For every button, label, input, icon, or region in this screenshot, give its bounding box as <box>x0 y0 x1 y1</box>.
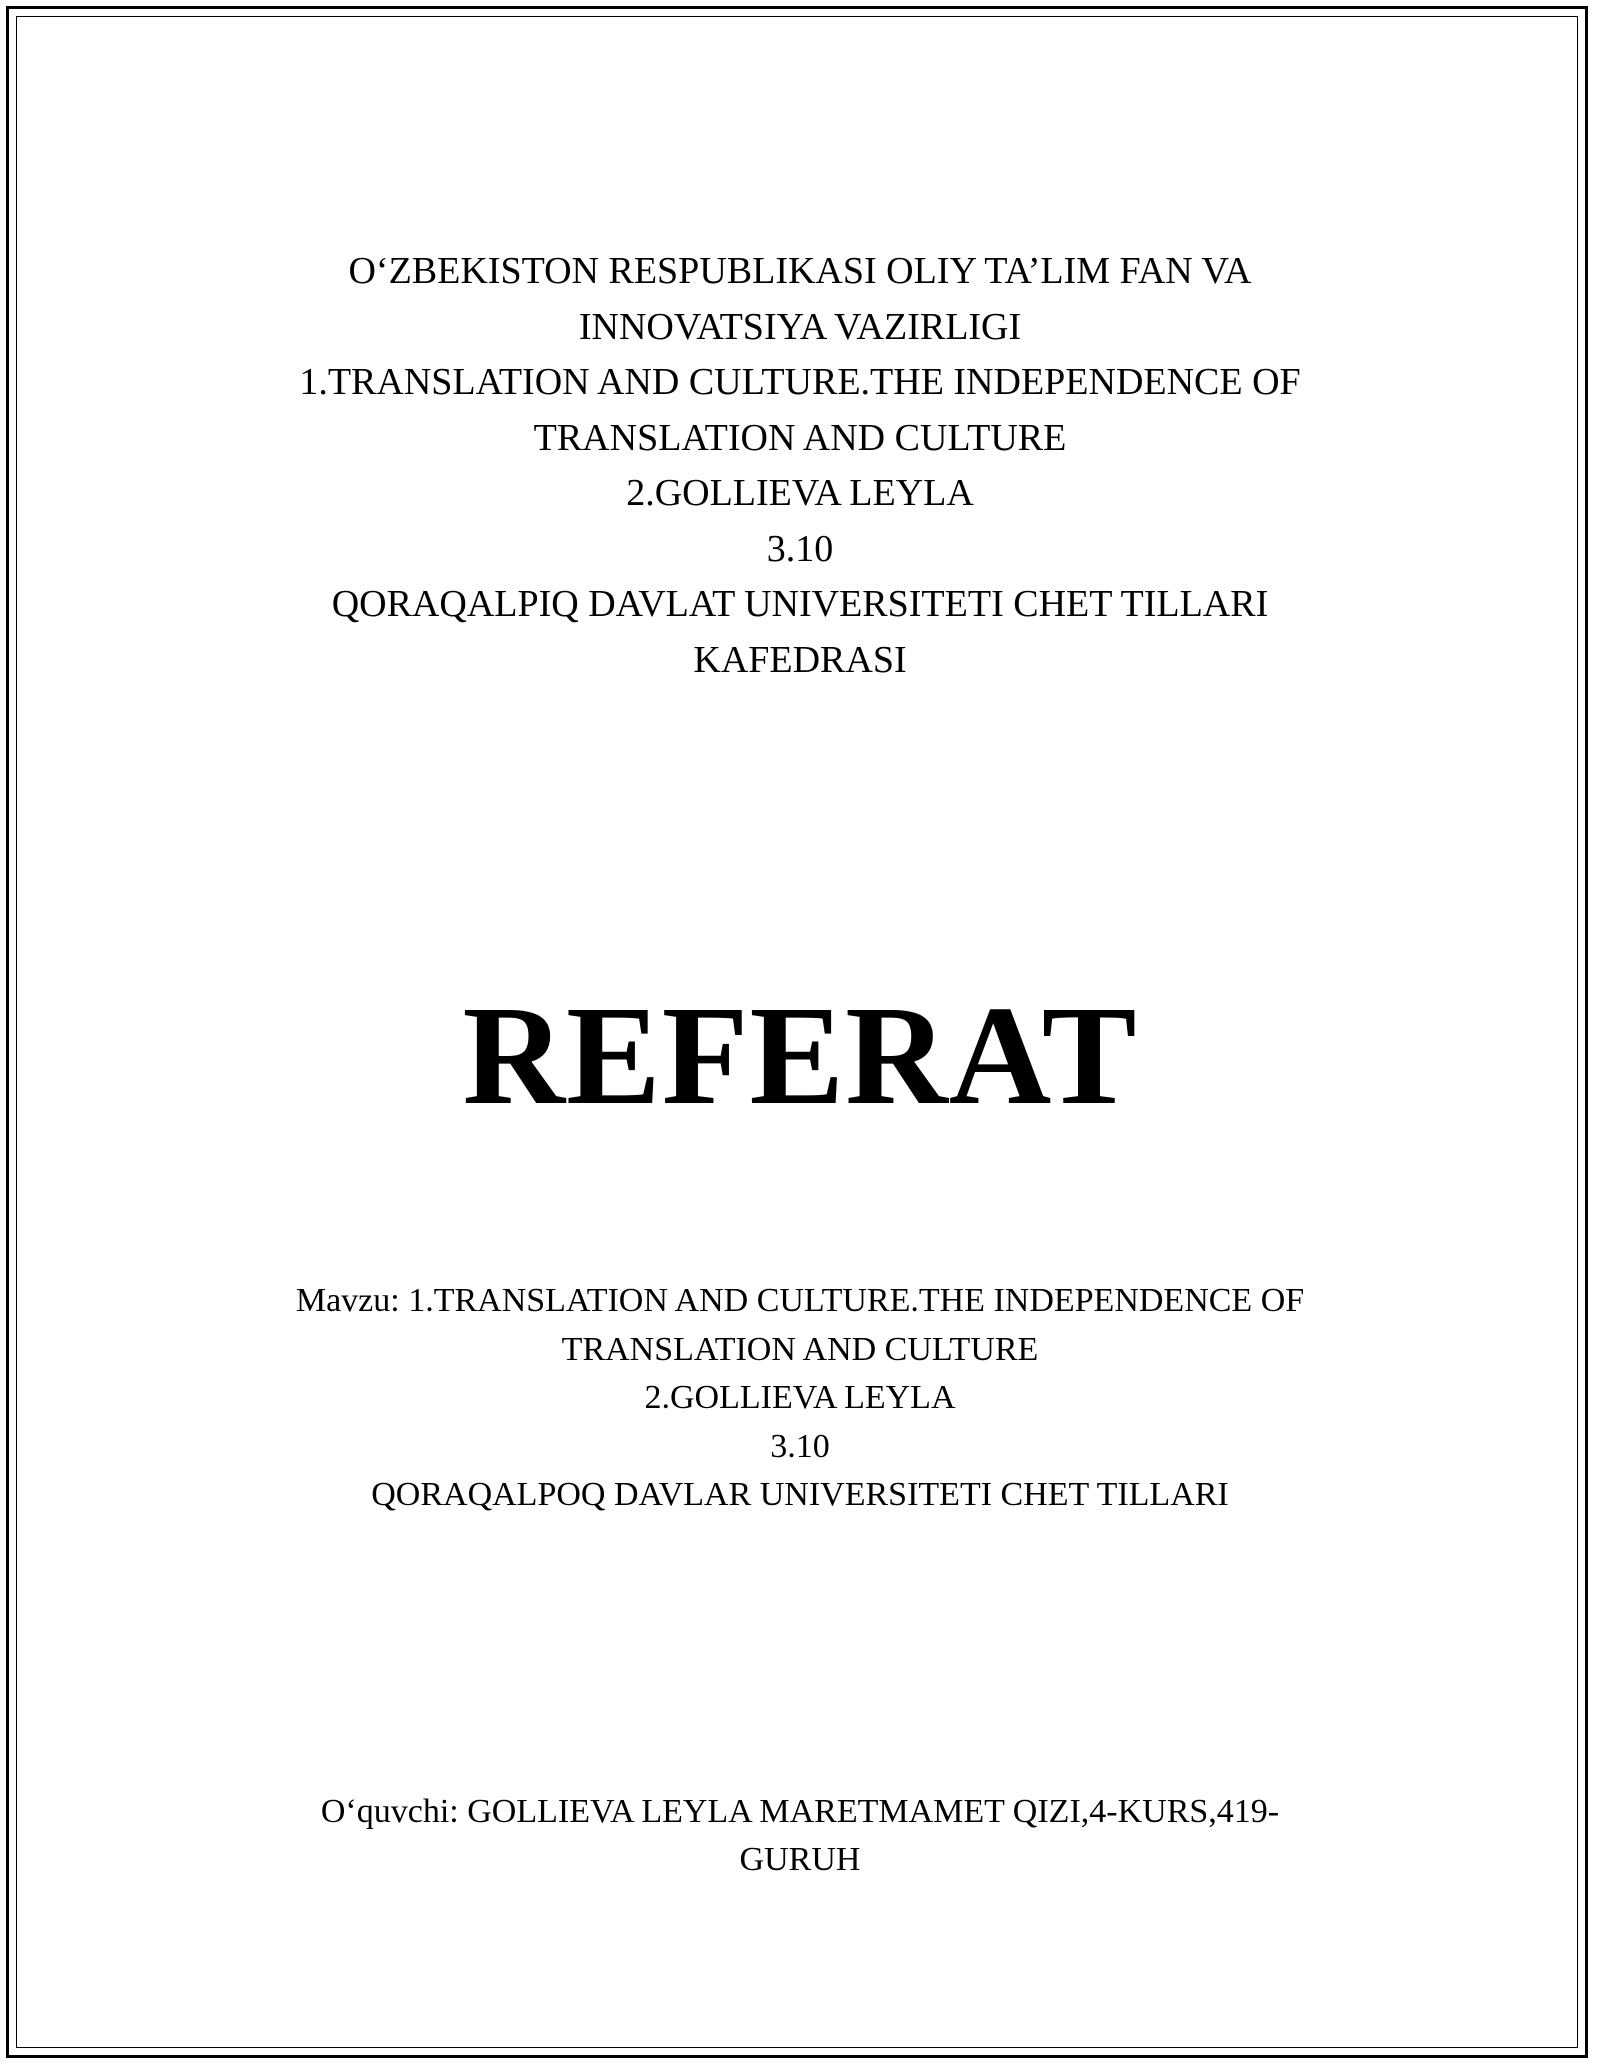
student-line: GURUH <box>739 1841 861 1878</box>
header-line: 3.10 <box>766 527 834 570</box>
student-line: O‘quvchi: GOLLIEVA LEYLA MARETMAMET QIZI,4-KURS,419- <box>320 1793 1280 1830</box>
topic-line: 2.GOLLIEVA LEYLA <box>644 1379 956 1416</box>
student-section <box>0 1788 1600 1884</box>
ministry-header <box>0 244 1600 688</box>
document-title: REFERAT <box>462 976 1138 1134</box>
header-line: INNOVATSIYA VAZIRLIGI <box>578 305 1022 348</box>
header-line: 2.GOLLIEVA LEYLA <box>626 472 974 514</box>
header-line: O‘ZBEKISTON RESPUBLIKASI OLIY TA’LIM FAN VA <box>348 250 1252 292</box>
topic-line: QORAQALPOQ DAVLAR UNIVERSITETI CHET TILLARI <box>371 1476 1229 1513</box>
header-line: 1.TRANSLATION AND CULTURE.THE INDEPENDENCE OF <box>299 361 1301 403</box>
topic-line: TRANSLATION AND CULTURE <box>561 1330 1039 1368</box>
topic-section <box>0 1277 1600 1520</box>
topic-line: 3.10 <box>770 1427 830 1465</box>
topic-line: Mavzu: 1.TRANSLATION AND CULTURE.THE INDEPENDENCE OF <box>295 1282 1305 1319</box>
header-line: QORAQALPIQ DAVLAT UNIVERSITETI CHET TILLARI <box>331 583 1269 625</box>
header-line: TRANSLATION AND CULTURE <box>533 416 1067 459</box>
header-line: KAFEDRASI <box>693 638 907 681</box>
